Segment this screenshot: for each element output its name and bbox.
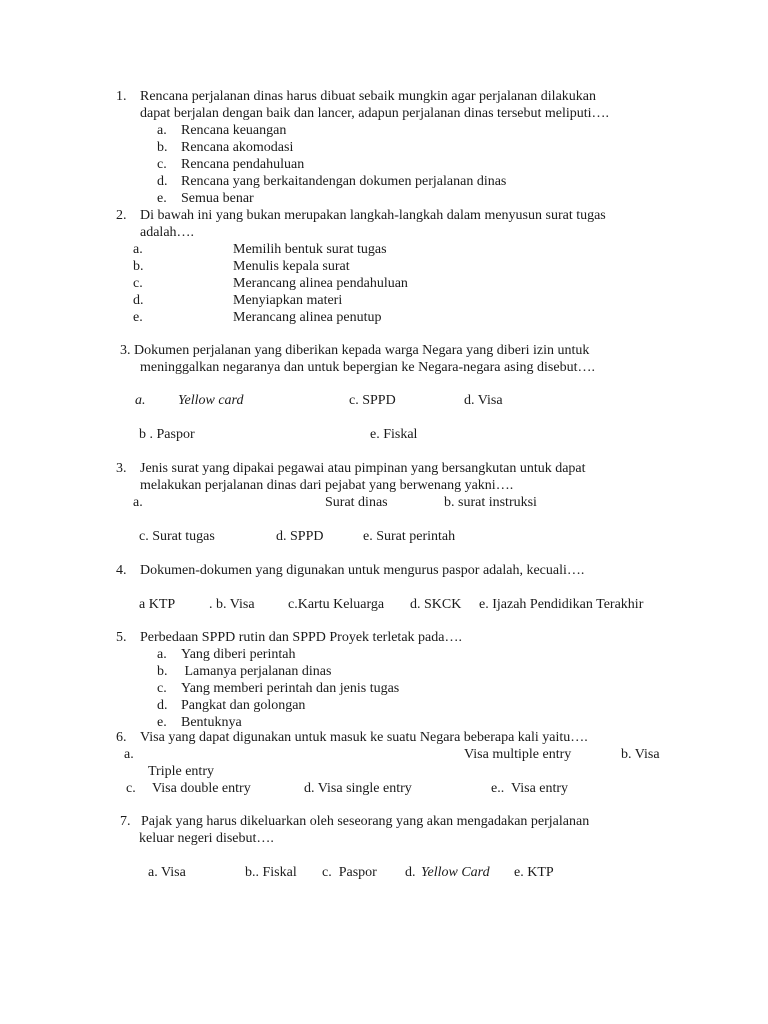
question-number: 2. [116,208,127,223]
option-text: Lamanya perjalanan dinas [181,664,332,679]
option-text: Visa double entry [152,781,251,796]
option-text: Merancang alinea penutup [233,310,382,325]
option-letter: c. [157,157,167,172]
question-number: 6. [116,730,127,745]
question-text: Di bawah ini yang bukan merupakan langkah-langkah dalam menyusun surat tugas [140,208,606,223]
option-text: Memilih bentuk surat tugas [233,242,387,257]
option-d: d. SPPD [276,529,324,544]
option-letter: c. [126,781,136,796]
option-c: c. Surat tugas [139,529,215,544]
option-text: Menyiapkan materi [233,293,343,308]
option-e: e. KTP [514,865,554,880]
option-letter: a. [124,747,134,762]
option-text: Rencana yang berkaitandengan dokumen perjalanan dinas [181,174,507,189]
question-text: meninggalkan negaranya dan untuk bepergian ke Negara-negara asing disebut…. [140,360,595,375]
option-letter: b. [133,259,144,274]
option-letter: b. [157,664,168,679]
option-letter: b. [157,140,168,155]
question-number: 5. [116,630,127,645]
option-e: e. Surat perintah [363,529,456,544]
option-letter: d. [157,174,168,189]
question-text: 7. Pajak yang harus dikeluarkan oleh seseorang yang akan mengadakan perjalanan [120,814,590,829]
option-letter: d. [133,293,144,308]
question-text: melakukan perjalanan dinas dari pejabat yang berwenang yakni…. [140,478,514,493]
option-text: Yellow card [178,393,244,408]
option-d: d. SKCK [410,597,462,612]
option-letter: a. [133,495,143,510]
option-e: e. Ijazah Pendidikan Terakhir [479,597,644,612]
option-a: a KTP [139,597,176,612]
option-letter: d. [405,865,416,880]
option-text: Visa multiple entry [464,747,572,762]
option-text: Merancang alinea pendahuluan [233,276,408,291]
question-text: Dokumen-dokumen yang digunakan untuk mengurus paspor adalah, kecuali…. [140,563,585,578]
option-b: b.. Fiskal [245,865,297,880]
question-number: 3. [116,461,127,476]
option-letter: a. [157,647,167,662]
question-text: keluar negeri disebut…. [139,831,274,846]
question-text: adalah…. [140,225,195,240]
option-text: Semua benar [181,191,254,206]
option-letter: e. [157,715,167,730]
option-text: Pangkat dan golongan [181,698,306,713]
option-c: c. SPPD [349,393,396,408]
option-b: . b. Visa [209,597,255,612]
question-number: 1. [116,89,127,104]
option-d: d. Visa [464,393,503,408]
option-c: c. Paspor [322,865,377,880]
option-e: e.. Visa entry [491,781,569,796]
question-text: Jenis surat yang dipakai pegawai atau pimpinan yang bersangkutan untuk dapat [140,461,586,476]
option-letter: a. [157,123,167,138]
option-b: b . Paspor [139,427,195,442]
option-text: Yang memberi perintah dan jenis tugas [181,681,400,696]
question-text: Rencana perjalanan dinas harus dibuat sebaik mungkin agar perjalanan dilakukan [140,89,596,104]
option-text: Yellow Card [421,865,490,880]
option-c: c.Kartu Keluarga [288,597,385,612]
option-text: Rencana pendahuluan [181,157,305,172]
option-b: b. surat instruksi [444,495,537,510]
option-text: Rencana akomodasi [181,140,294,155]
option-letter: c. [133,276,143,291]
option-text: Surat dinas [325,495,388,510]
question-text: dapat berjalan dengan baik dan lancer, adapun perjalanan dinas tersebut meliputi…. [140,106,610,121]
option-text: Rencana keuangan [181,123,287,138]
question-text: Perbedaan SPPD rutin dan SPPD Proyek terletak pada…. [140,630,462,645]
option-letter: e. [157,191,167,206]
question-text: Visa yang dapat digunakan untuk masuk ke suatu Negara beberapa kali yaitu…. [140,730,588,745]
option-b: b. Visa [621,747,660,762]
option-letter: a. [135,393,146,408]
option-b-continued: Triple entry [148,764,214,779]
option-a: a. Visa [148,865,186,880]
question-text: 3. Dokumen perjalanan yang diberikan kepada warga Negara yang diberi izin untuk [120,343,590,358]
option-letter: a. [133,242,143,257]
option-d: d. Visa single entry [304,781,412,796]
option-letter: e. [133,310,143,325]
option-e: e. Fiskal [370,427,418,442]
option-letter: d. [157,698,168,713]
option-text: Bentuknya [181,715,242,730]
option-text: Yang diberi perintah [181,647,296,662]
option-text: Menulis kepala surat [233,259,350,274]
option-letter: c. [157,681,167,696]
question-number: 4. [116,563,127,578]
